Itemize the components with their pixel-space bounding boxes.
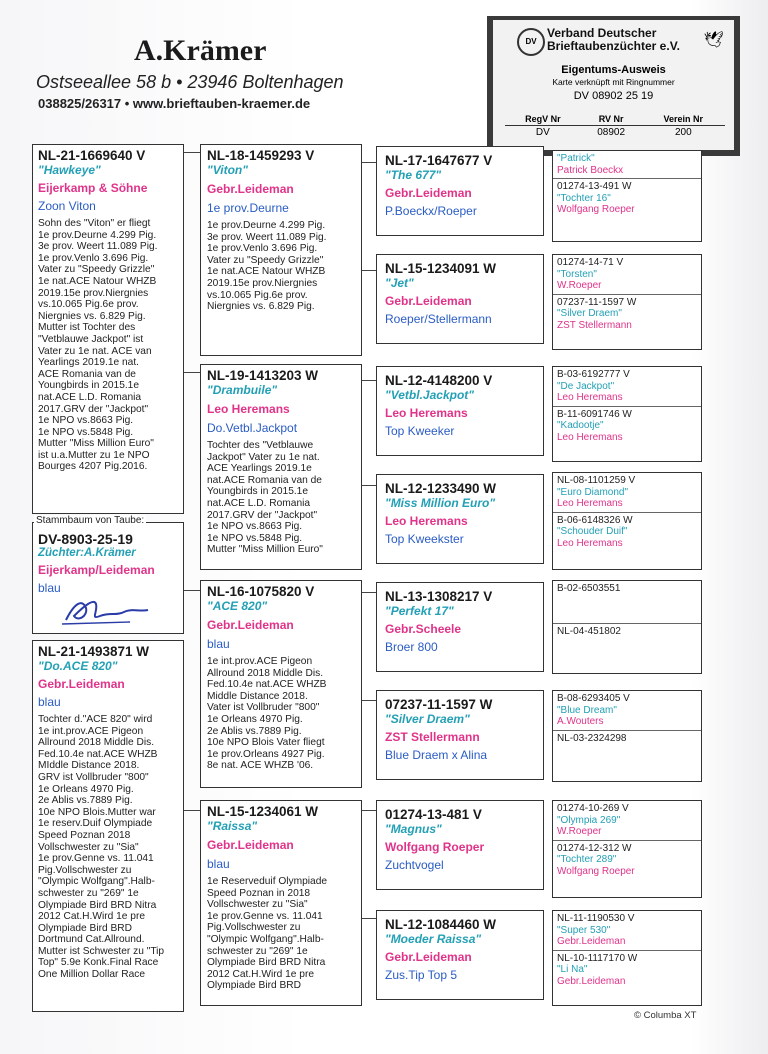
signature xyxy=(60,594,150,630)
gen4-owner: ZST Stellermann xyxy=(557,319,632,331)
gen3-name: "Moeder Raissa" xyxy=(385,932,482,946)
gen3-color: P.Boeckx/Roeper xyxy=(385,204,477,218)
gen4-owner: W.Roeper xyxy=(557,826,602,837)
gen4-name: "Patrick" xyxy=(557,153,595,164)
gen4-divider xyxy=(553,512,701,513)
gen4-pair xyxy=(552,690,702,782)
gen3-ring: NL-12-4148200 V xyxy=(385,373,493,388)
gen4-name: "Li Na" xyxy=(557,964,588,975)
gen4-name: "Schouder Duif" xyxy=(557,526,628,537)
gen3-color: Zuchtvogel xyxy=(385,858,444,872)
gen4-owner: Wolfgang Roeper xyxy=(557,865,635,877)
gen4-divider xyxy=(553,623,701,624)
gen3-box xyxy=(376,582,544,672)
gen4-owner: Leo Heremans xyxy=(557,537,623,549)
gen4-ring: B-06-6148326 W xyxy=(557,514,633,526)
gen3-color: Blue Draem x Alina xyxy=(385,748,488,762)
breeder-address: Ostseeallee 58 b • 23946 Boltenhagen xyxy=(36,72,344,92)
gen3-box xyxy=(376,800,544,890)
gen4-owner: A.Wouters xyxy=(557,716,604,727)
gen2-name: "Drambuile" xyxy=(207,383,278,397)
dam-ring: NL-21-1493871 W xyxy=(38,644,150,659)
connector xyxy=(362,592,376,593)
card-col2-value: 08902 xyxy=(597,127,626,138)
gen4-divider xyxy=(553,730,701,731)
gen4-owner: W.Roeper xyxy=(557,280,602,291)
pigeon-icon: 🕊 xyxy=(703,32,724,49)
gen4-divider xyxy=(553,178,701,179)
gen2-color: Do.Vetbl.Jackpot xyxy=(207,421,298,435)
card-col1-value: DV xyxy=(535,127,550,138)
gen2-performance: 1e Reserveduif Olympiade Speed Poznan in 2018 Vollschwester zu "Sia" 1e prov.Genne vs. 11.041 Pig.Vollschwester zu "Olympic Wolfgang".Halb- schwester zu "269" 1e Olympiade Bird BRD Nitra 2012 Cat.H.Wird 1e pre Olympiade Bird BRD xyxy=(207,876,328,992)
gen4-pair xyxy=(552,150,702,242)
gen4-name: "Tochter 16" xyxy=(557,192,611,204)
gen4-pair xyxy=(552,366,702,462)
gen4-ring: 07237-11-1597 W xyxy=(557,296,637,308)
software-credit: © Columba XT xyxy=(634,1010,697,1021)
card-col3-label: Verein Nr xyxy=(642,113,725,126)
card-title: Eigentums-Ausweis xyxy=(561,64,666,76)
sire-box xyxy=(32,144,184,514)
card-org-line1: Verband Deutscher xyxy=(547,26,657,40)
gen4-name: "Euro Diamond" xyxy=(557,486,629,498)
gen4-ring: NL-03-2324298 xyxy=(557,732,627,744)
dv-logo: DV xyxy=(517,28,545,56)
subject-ring: DV-8903-25-19 xyxy=(38,531,133,547)
gen4-ring: NL-11-1190530 V xyxy=(557,913,635,924)
subject-owner: Eijerkamp/Leideman xyxy=(38,563,155,577)
gen3-name: "Magnus" xyxy=(385,822,442,836)
gen4-ring: NL-10-1117170 W xyxy=(557,952,638,964)
gen4-name: "Blue Dream" xyxy=(557,704,617,716)
gen4-ring: 01274-12-312 W xyxy=(557,842,632,854)
gen2-performance: 1e prov.Deurne 4.299 Pig. 3e prov. Weert 11.089 Pig. 1e prov.Venlo 3.696 Pig. Vater zu "Speedy Grizzle" 1e nat.ACE Natour WHZB 2019.15e prov.Niergnies vs.10.065 Pig.6e prov. Niergnies vs. 6.829 Pig. xyxy=(207,220,327,313)
gen3-ring: 01274-13-481 V xyxy=(385,807,482,822)
gen3-ring: 07237-11-1597 W xyxy=(385,697,493,712)
gen2-color: 1e prov.Deurne xyxy=(207,201,289,215)
gen3-owner: Gebr.Leideman xyxy=(385,294,472,308)
gen3-box xyxy=(376,474,544,564)
gen4-pair xyxy=(552,580,702,674)
dam-performance: Tochter d."ACE 820" wird 1e int.prov.ACE Pigeon Allround 2018 Middle Dis. Fed.10.4e nat.ACE WHZB MIddle Distance 2018. GRV ist Vollbruder "800" 1e Orleans 4970 Pig. 2e Ablis vs.7889 Pig. 10e NPO Blois.Mutter war 1e reserv.Duif Olympiade Speed Poznan 2018 Vollschwester zu "Sia" 1e prov.Genne vs. 11.041 Pig.Vollschwester zu "Olympic Wolfgang".Halb- schwester zu "269" 1e Olympiade Bird BRD Nitra 2012 Cat.H.Wird 1e pre Olympiade Bird BRD Dortmund Cat.Allround. Mutter ist Schwester zu "Tip Top" 5.9e Konk.Final Race One Million Dollar Race xyxy=(38,714,165,981)
gen4-ring: B-08-6293405 V xyxy=(557,693,630,704)
card-table xyxy=(505,113,725,139)
gen2-name: "ACE 820" xyxy=(207,599,268,613)
card-col3-value: 200 xyxy=(674,127,692,138)
gen3-owner: Gebr.Leideman xyxy=(385,186,472,200)
gen4-name: "Torsten" xyxy=(557,268,597,280)
card-org-line2: Brieftaubenzüchter e.V. xyxy=(547,39,680,53)
connector xyxy=(184,810,200,811)
dam-name: "Do.ACE 820" xyxy=(38,659,118,673)
gen4-divider xyxy=(553,840,701,841)
gen3-owner: ZST Stellermann xyxy=(385,730,480,744)
gen2-owner: Gebr.Leideman xyxy=(207,838,294,852)
gen3-ring: NL-15-1234091 W xyxy=(385,261,497,276)
gen4-owner: Leo Heremans xyxy=(557,498,623,509)
gen3-box xyxy=(376,690,544,780)
gen4-name: "Super 530" xyxy=(557,924,611,936)
connector xyxy=(362,700,376,701)
dam-box xyxy=(32,640,184,1012)
connector xyxy=(362,380,376,381)
gen3-color: Roeper/Stellermann xyxy=(385,312,492,326)
gen4-name: "Silver Draem" xyxy=(557,308,622,319)
breeder-contact: 038825/26317 • www.brieftauben-kraemer.de xyxy=(38,96,311,111)
gen4-pair xyxy=(552,910,702,1006)
connector xyxy=(184,152,200,153)
gen2-name: "Raissa" xyxy=(207,819,258,833)
gen3-owner: Gebr.Scheele xyxy=(385,622,462,636)
gen4-ring: B-03-6192777 V xyxy=(557,369,630,380)
card-col2-label: RV Nr xyxy=(581,113,642,126)
gen4-owner: Leo Heremans xyxy=(557,431,623,443)
gen3-name: "Vetbl.Jackpot" xyxy=(385,388,474,402)
gen4-owner: Gebr.Leideman xyxy=(557,936,626,947)
gen4-ring: B-11-6091746 W xyxy=(557,408,632,420)
gen2-performance: 1e int.prov.ACE Pigeon Allround 2018 Middle Dis. Fed.10.4e nat.ACE WHZB Middle Distance 2018. Vater ist Vollbruder "800" 1e Orleans 4970 Pig. 2e Ablis vs.7889 Pig. 10e NPO Blois Vater fliegt 1e prov.Orleans 4927 Pig. 8e nat. ACE WHZB '06. xyxy=(207,656,327,772)
gen4-name: "Olympia 269" xyxy=(557,814,621,826)
gen2-ring: NL-18-1459293 V xyxy=(207,148,315,163)
gen2-ring: NL-19-1413203 W xyxy=(207,368,319,383)
card-subtitle: Karte verknüpft mit Ringnummer xyxy=(552,77,675,87)
gen2-ring: NL-15-1234061 W xyxy=(207,804,319,819)
gen4-ring: 01274-13-491 W xyxy=(557,181,632,192)
gen2-performance: Tochter des "Vetblauwe Jackpot" Vater zu 1e nat. ACE Yearlings 2019.1e nat.ACE Romania van de Youngbirds in 2015.1e nat.ACE L.D. Romania 2017.GRV der "Jackpot" 1e NPO vs.8663 Pig. 1e NPO vs.5848 Pig. Mutter "Miss Million Euro" xyxy=(207,440,323,556)
connector xyxy=(362,162,376,163)
connector xyxy=(362,270,376,271)
gen3-owner: Leo Heremans xyxy=(385,514,468,528)
gen4-owner: Gebr.Leideman xyxy=(557,975,626,987)
gen3-name: "Perfekt 17" xyxy=(385,604,454,618)
gen3-ring: NL-12-1233490 W xyxy=(385,481,497,496)
gen2-box xyxy=(200,364,362,570)
gen4-owner: Leo Heremans xyxy=(557,392,623,403)
gen3-box xyxy=(376,146,544,236)
connector xyxy=(184,590,200,591)
gen4-ring: B-02-6503551 xyxy=(557,583,621,594)
gen4-divider xyxy=(553,294,701,295)
dam-owner: Gebr.Leideman xyxy=(38,677,125,691)
gen4-owner: Wolfgang Roeper xyxy=(557,204,635,215)
gen3-box xyxy=(376,366,544,456)
card-col1-label: RegV Nr xyxy=(505,113,581,126)
gen3-owner: Leo Heremans xyxy=(385,406,468,420)
sire-owner: Eijerkamp & Söhne xyxy=(38,181,148,195)
stammbaum-label: Stammbaum von Taube: xyxy=(36,515,145,526)
dam-color: blau xyxy=(38,695,61,709)
gen3-name: "Miss Million Euro" xyxy=(385,496,496,510)
breeder-name: A.Krämer xyxy=(134,34,267,67)
gen3-color: Broer 800 xyxy=(385,640,438,654)
connector xyxy=(184,372,200,373)
gen2-name: "Viton" xyxy=(207,163,248,177)
gen4-name: "Kadootje" xyxy=(557,420,604,431)
gen3-ring: NL-12-1084460 W xyxy=(385,917,497,932)
gen3-owner: Wolfgang Roeper xyxy=(385,840,485,854)
gen4-pair xyxy=(552,472,702,570)
gen4-name: "Tochter 289" xyxy=(557,854,617,865)
gen4-ring: 01274-14-71 V xyxy=(557,257,624,268)
gen2-ring: NL-16-1075820 V xyxy=(207,584,315,599)
subject-breeder: Züchter:A.Krämer xyxy=(38,547,136,559)
gen3-ring: NL-17-1647677 V xyxy=(385,153,493,168)
sire-performance: Sohn des "Viton" er fliegt 1e prov.Deurne 4.299 Pig. 3e prov. Weert 11.089 Pig. 1e prov.Venlo 3.696 Pig. Vater zu "Speedy Grizzle" 1e nat.ACE Natour WHZB 2019.15e prov.Niergnies vs.10.065 Pig.6e prov. Niergnies vs. 6.829 Pig. Mutter ist Tochter des "Vetblauwe Jackpot" ist Vater zu 1e nat. ACE van Yearlings 2019.1e nat. ACE Romania van de Youngbirds in 2015.1e nat.ACE L.D. Romania 2017.GRV der "Jackpot" 1e NPO vs.8663 Pig. 1e NPO vs.5848 Pig. Mutter "Miss Million Euro" ist u.a.Mutter zu 1e NPO Bourges 4207 Pig.2016. xyxy=(38,218,158,473)
connector xyxy=(362,810,376,811)
gen4-ring: 01274-10-269 V xyxy=(557,803,629,814)
gen4-ring: NL-08-1101259 V xyxy=(557,475,636,486)
ownership-card-inner xyxy=(493,20,734,150)
sire-ring: NL-21-1669640 V xyxy=(38,148,146,163)
gen3-color: Zus.Tip Top 5 xyxy=(385,968,458,982)
sire-color: Zoon Viton xyxy=(38,199,96,213)
sire-name: "Hawkeye" xyxy=(38,163,101,177)
gen3-box xyxy=(376,254,544,344)
gen2-color: blau xyxy=(207,637,230,651)
subject-color: blau xyxy=(38,581,61,595)
gen4-name: "De Jackpot" xyxy=(557,380,615,392)
gen4-divider xyxy=(553,950,701,951)
gen4-pair xyxy=(552,800,702,898)
gen4-owner: Patrick Boeckx xyxy=(557,164,624,176)
gen3-owner: Gebr.Leideman xyxy=(385,950,472,964)
gen3-box xyxy=(376,910,544,1000)
gen3-color: Top Kweeker xyxy=(385,424,455,438)
ownership-card xyxy=(487,16,740,156)
gen4-ring: NL-04-451802 xyxy=(557,625,621,637)
card-org xyxy=(547,27,680,53)
gen2-box xyxy=(200,800,362,1006)
gen3-ring: NL-13-1308217 V xyxy=(385,589,493,604)
connector xyxy=(362,485,376,486)
gen2-box xyxy=(200,580,362,788)
gen2-box xyxy=(200,144,362,356)
card-ring: DV 08902 25 19 xyxy=(573,90,654,102)
gen2-owner: Gebr.Leideman xyxy=(207,182,294,196)
gen2-owner: Gebr.Leideman xyxy=(207,618,294,632)
gen2-color: blau xyxy=(207,857,230,871)
gen2-owner: Leo Heremans xyxy=(207,402,290,416)
gen4-divider xyxy=(553,406,701,407)
gen3-name: "Silver Draem" xyxy=(385,712,470,726)
gen3-name: "Jet" xyxy=(385,276,414,290)
gen3-name: "The 677" xyxy=(385,168,442,182)
connector xyxy=(362,918,376,919)
gen4-pair xyxy=(552,254,702,350)
gen3-color: Top Kweekster xyxy=(385,532,464,546)
